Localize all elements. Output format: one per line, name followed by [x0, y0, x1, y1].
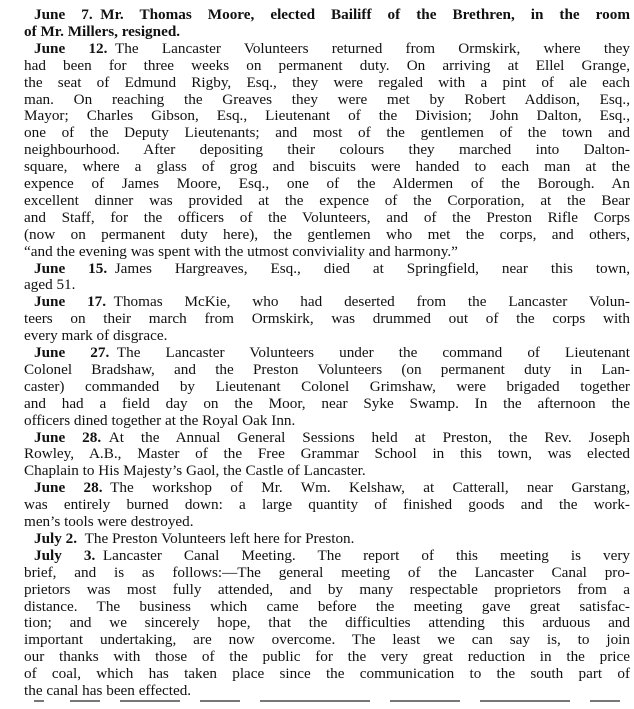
line-text: square, where a glass of grog and biscuits were handed to each man at the	[24, 158, 630, 176]
entry-date: June 7.	[34, 6, 93, 23]
entry-date: June 15.	[34, 259, 108, 277]
text-line	[24, 445, 630, 463]
line-text: important undertaking, are now overcome. The least we can say is, to join	[24, 631, 630, 649]
line-text: Lancaster Canal Meeting. The report of this meeting is very	[102, 546, 631, 564]
entry-date: June 27.	[34, 344, 110, 361]
text-line	[24, 395, 630, 413]
line-text: our thanks with those of the public for the very great reduction in the price	[24, 648, 630, 666]
text-line	[24, 665, 630, 683]
text-line	[24, 141, 630, 159]
text-line	[24, 598, 630, 616]
text-line	[24, 192, 630, 210]
text-line	[24, 158, 630, 176]
text-line	[34, 293, 630, 311]
text-line	[24, 57, 630, 75]
text-line	[24, 682, 630, 700]
line-text: was entirely burned down: a large quantity of finished goods and the work-	[24, 496, 630, 514]
line-text: the canal has been effected.	[24, 682, 192, 699]
line-text: aged 51.	[24, 276, 76, 294]
entry-date: June 28.	[34, 428, 102, 446]
line-text: brief, and is as follows:—The general meeting of the Lancaster Canal pro-	[24, 563, 630, 581]
text-line	[24, 614, 630, 632]
line-text: caster) commanded by Lieutenant Colonel Grimshaw, were brigaded together	[24, 377, 630, 395]
cut-off-line-fragment	[30, 700, 630, 709]
line-text: teers on their march from Ormskirk, was drummed out of the corps with	[24, 310, 630, 328]
line-text: Rowley, A.B., Master of the Free Grammar School in this town, was elected	[24, 445, 630, 463]
text-line	[24, 378, 630, 396]
text-line	[24, 276, 630, 294]
line-text: man. On reaching the Greaves they were met by Robert Addison, Esq.,	[24, 90, 630, 108]
text-line	[24, 462, 630, 480]
text-line	[34, 344, 630, 362]
line-text: distance. The business which came before the meeting gave great satisfac-	[24, 597, 630, 615]
text-line	[34, 530, 630, 548]
text-line	[24, 412, 630, 430]
entry-date: June 17.	[34, 293, 107, 311]
line-text: At the Annual General Sessions held at Preston, the Rev. Joseph	[108, 428, 630, 446]
text-line	[24, 243, 630, 261]
text-line	[34, 40, 630, 58]
line-text: Mayor; Charles Gibson, Esq., Lieutenant of the Division; John Dalton, Esq.,	[24, 107, 630, 125]
entry-date: July 2.	[34, 529, 78, 547]
entry-date: June 12.	[34, 39, 108, 57]
text-line	[24, 124, 630, 142]
text-line	[24, 310, 630, 328]
line-text: men’s tools were destroyed.	[24, 513, 194, 530]
text-line	[24, 513, 630, 531]
line-text: (now on permanent duty here), the gentlemen who met the corps, and others,	[24, 225, 630, 243]
line-text: one of the Deputy Lieutenants; and most of the gentlemen of the town and	[24, 124, 630, 142]
line-text: expence of James Moore, Esq., one of the Aldermen of the Borough. An	[24, 175, 630, 192]
text-line	[24, 564, 630, 582]
text-line	[24, 648, 630, 666]
line-text: Mr. Thomas Moore, elected Bailiff of the Brethren, in the room	[100, 6, 630, 23]
text-line	[24, 91, 630, 109]
text-line	[24, 107, 630, 125]
line-text: prietors was most fully attended, and by many respectable proprietors from a	[24, 580, 630, 598]
text-line	[24, 631, 630, 649]
text-line	[34, 429, 630, 447]
line-text: and Staff, for the officers of the Volunteers, and of the Preston Rifle Corps	[24, 208, 630, 226]
line-text: The Preston Volunteers left here for Preston.	[84, 529, 355, 547]
line-text: Colonel Bradshaw, and the Preston Volunteers (on permanent duty in Lan-	[24, 360, 630, 378]
line-text: James Hargreaves, Esq., died at Springfield, near this town,	[114, 259, 630, 277]
line-text: and had a field day on the Moor, near Syke Swamp. In the afternoon the	[24, 394, 630, 412]
line-text: the seat of Edmund Rigby, Esq., they were regaled with a pint of ale each	[24, 73, 630, 91]
line-text: officers dined together at the Royal Oak Inn.	[24, 411, 296, 429]
text-line	[34, 260, 630, 278]
line-text: of Mr. Millers, resigned.	[24, 22, 181, 40]
text-line	[34, 547, 630, 565]
text-line	[24, 361, 630, 379]
text-line	[24, 327, 630, 345]
line-text: every mark of disgrace.	[24, 327, 168, 345]
line-text: The Lancaster Volunteers returned from Ormskirk, where they	[115, 39, 630, 57]
text-line	[24, 175, 630, 193]
line-text: neighbourhood. After depositing their colours they marched into Dalton-	[24, 141, 630, 159]
text-line	[24, 209, 630, 227]
line-text: The Lancaster Volunteers under the command of Lieutenant	[116, 344, 630, 361]
text-line	[24, 226, 630, 244]
line-text: The workshop of Mr. Wm. Kelshaw, at Catterall, near Garstang,	[110, 479, 630, 497]
line-text: “and the evening was spent with the utmost conviviality and harmony.”	[24, 242, 458, 260]
line-text: Chaplain to His Majesty’s Gaol, the Castle of Lancaster.	[24, 462, 366, 480]
line-text: had been for three weeks on permanent duty. On arriving at Ellel Grange,	[24, 56, 630, 74]
entry-date: June 28.	[34, 479, 103, 497]
text-line	[34, 6, 630, 24]
text-line	[24, 496, 630, 514]
text-line	[24, 581, 630, 599]
text-line	[24, 74, 630, 92]
line-text: tion; and we sincerely hope, that the difficulties attending this arduous and	[24, 614, 630, 632]
line-text: Thomas McKie, who had deserted from the Lancaster Volun-	[113, 293, 630, 311]
text-line	[24, 23, 630, 41]
line-text: excellent dinner was provided at the expence of the Corporation, at the Bear	[24, 191, 630, 209]
line-text: of coal, which has taken place since the communication to the south part of	[24, 665, 630, 683]
entry-date: July 3.	[34, 546, 96, 564]
text-line	[34, 479, 630, 497]
